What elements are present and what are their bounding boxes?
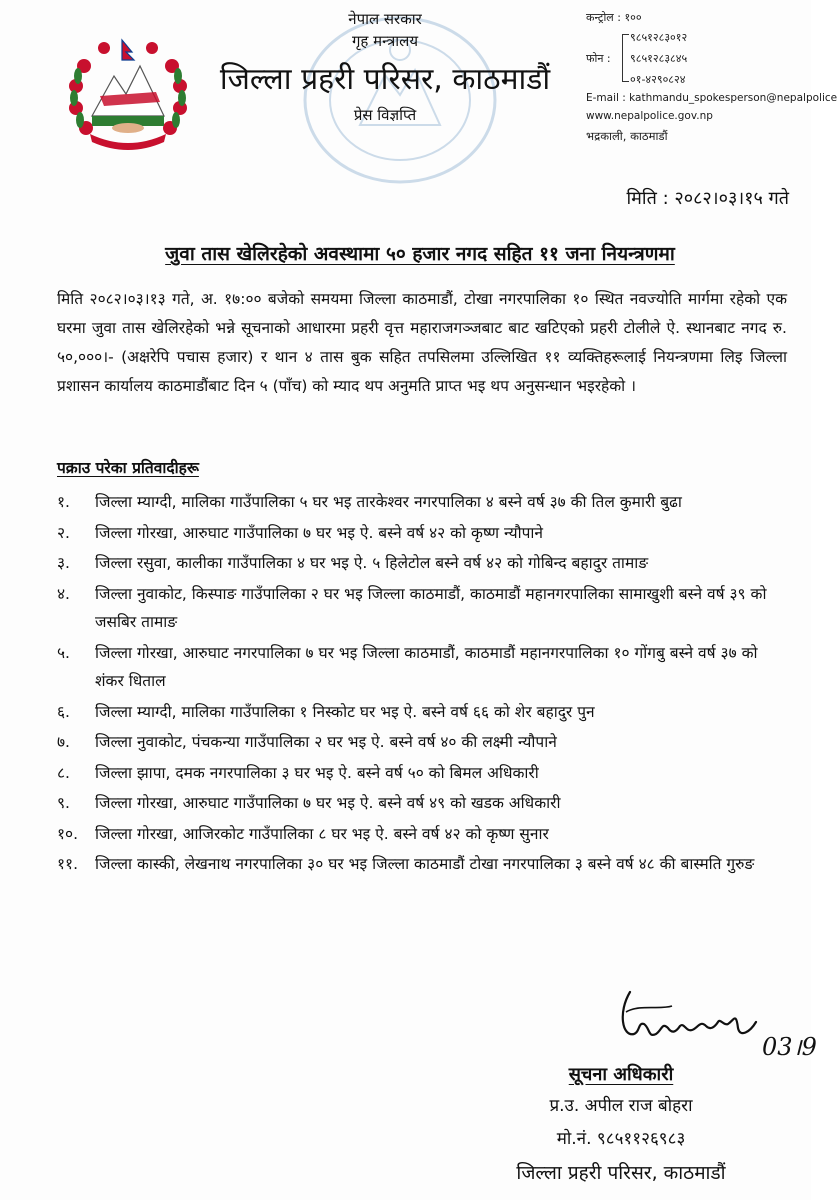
- officer-mobile: मो.नं. ९८५११२६९८३: [556, 1129, 686, 1149]
- list-item-text: जिल्ला झापा, दमक नगरपालिका ३ घर भइ ऐ. बस्ने वर्ष ५० को बिमल अधिकारी: [95, 763, 539, 782]
- list-item: [57, 850, 787, 879]
- list-item-text: जिल्ला गोरखा, आरुघाट गाउँपालिका ७ घर भइ ऐ. बस्ने वर्ष ४२ को कृष्ण न्यौपाने: [95, 523, 544, 542]
- accused-list: [57, 488, 787, 881]
- government-name: नेपाल सरकार: [348, 10, 422, 28]
- letterhead: [200, 8, 570, 126]
- list-item-text: जिल्ला नुवाकोट, पंचकन्या गाउँपालिका २ घर भइ ऐ. बस्ने वर्ष ४० की लक्ष्मी न्यौपाने: [95, 733, 557, 751]
- list-item-number: ५.: [57, 643, 70, 662]
- list-item-number: ६.: [57, 702, 70, 721]
- list-item-number: २.: [57, 523, 70, 542]
- list-item-text: जिल्ला गोरखा, आरुघाट गाउँपालिका ७ घर भइ ऐ. बस्ने वर्ष ४९ को खडक अधिकारी: [95, 794, 561, 812]
- list-item: [57, 759, 787, 788]
- list-item-number: ७.: [57, 733, 70, 751]
- nepal-police-emblem-icon: [64, 36, 192, 154]
- list-item-number: ११.: [57, 855, 79, 873]
- handwritten-signature-icon: [600, 982, 780, 1052]
- website-address: www.nepalpolice.gov.np: [586, 110, 713, 122]
- office-address: भद्रकाली, काठमाडौं: [586, 129, 668, 143]
- phone-brace: [622, 34, 629, 82]
- ministry-name: गृह मन्त्रालय: [351, 32, 419, 50]
- officer-name: प्र.उ. अपील राज बोहरा: [549, 1096, 693, 1116]
- accused-heading: पक्राउ परेका प्रतिवादीहरू: [57, 459, 199, 477]
- list-item-number: ९.: [57, 794, 70, 812]
- body-paragraph: मिति २०८२।०३।१३ गते, अ. १७:०० बजेको समयमा जिल्ला काठमाडौं, टोखा नगरपालिका १० स्थित नवज्योति मार्गमा रहेको एक घरमा जुवा तास खेलिरहेको भन्ने सूचनाको आधारमा प्रहरी वृत्त महाराजगञ्जबाट बाट खटिएको प्रहरी टोलीले ऐ. स्थानबाट नगद रु. ५०,०००।- (अक्षरेपि पचास हजार) र थान ४ तास बुक सहित तपसिलमा उल्लिखित ११ व्यक्तिहरूलाई नियन्त्रणमा लिइ जिल्ला प्रशासन कार्यालय काठमाडौंबाट दिन ५ (पाँच) को म्याद थप अनुमति प्राप्त भइ थप अनुसन्धान भइरहेको ।: [57, 290, 787, 395]
- phone-number-1: ९८५१२८३०१२: [630, 31, 688, 44]
- email-address: E-mail : kathmandu_spokesperson@nepalpolice: [586, 92, 837, 104]
- phone-number-3: ०१-४२९०८२४: [630, 73, 686, 86]
- list-item-text: जिल्ला म्याग्दी, मालिका गाउँपालिका १ निस्कोट घर भइ ऐ. बस्ने वर्ष ६६ को शेर बहादुर पुन: [95, 702, 595, 721]
- officer-office: जिल्ला प्रहरी परिसर, काठमाडौं: [516, 1162, 726, 1184]
- list-item-number: ३.: [57, 554, 70, 572]
- control-room-number: कन्ट्रोल : १००: [586, 11, 642, 24]
- headline: [40, 240, 800, 266]
- officer-title: सूचना अधिकारी: [568, 1064, 674, 1085]
- office-name: जिल्ला प्रहरी परिसर, काठमाडौं: [219, 62, 551, 97]
- list-item-number: १०.: [57, 824, 79, 843]
- release-type: प्रेस विज्ञप्ति: [353, 106, 417, 124]
- list-item-number: १.: [57, 493, 70, 511]
- signature-date: 03।9: [762, 1033, 817, 1061]
- list-item: [57, 549, 787, 578]
- list-item: [57, 580, 787, 637]
- list-item: [57, 488, 787, 517]
- list-item-text: जिल्ला कास्की, लेखनाथ नगरपालिका ३० घर भइ जिल्ला काठमाडौं टोखा नगरपालिका ३ बस्ने वर्ष ४८ की बास्मति गुरुङ: [95, 855, 755, 873]
- phone-label: फोन :: [586, 52, 611, 65]
- list-item: [57, 519, 787, 548]
- list-item: [57, 639, 787, 696]
- list-item-text: जिल्ला नुवाकोट, किस्पाङ गाउँपालिका २ घर भइ जिल्ला काठमाडौं, काठमाडौं महानगरपालिका सामाखुशी बस्ने वर्ष ३९ को जसबिर तामाङ: [95, 584, 767, 631]
- headline-text: जुवा तास खेलिरहेको अवस्थामा ५० हजार नगद सहित ११ जना नियन्त्रणमा: [165, 243, 675, 265]
- list-item: [57, 789, 787, 818]
- phone-number-2: ९८५१२८३८४५: [630, 52, 688, 65]
- list-item-text: जिल्ला रसुवा, कालीका गाउँपालिका ४ घर भइ ऐ. ५ हिलेटोल बस्ने वर्ष ४२ को गोबिन्द बहादुर तामाङ: [95, 554, 649, 572]
- list-item: [57, 820, 787, 849]
- list-item-number: ४.: [57, 584, 70, 603]
- list-item: [57, 728, 787, 757]
- signatory-block: [491, 1060, 751, 1190]
- release-date: मिति : २०८२।०३।१५ गते: [626, 188, 789, 209]
- list-item-text: जिल्ला गोरखा, आजिरकोट गाउँपालिका ८ घर भइ ऐ. बस्ने वर्ष ४२ को कृष्ण सुनार: [95, 824, 549, 843]
- list-item-text: जिल्ला म्याग्दी, मालिका गाउँपालिका ५ घर भइ तारकेश्वर नगरपालिका ४ बस्ने वर्ष ३७ की तिल कुमारी बुढा: [95, 493, 682, 511]
- list-item: [57, 698, 787, 727]
- list-item-number: ८.: [57, 763, 70, 782]
- list-item-text: जिल्ला गोरखा, आरुघाट नगरपालिका ७ घर भइ जिल्ला काठमाडौं, काठमाडौं महानगरपालिका १० गोंगबु बस्ने वर्ष ३७ को शंकर धिताल: [95, 643, 758, 690]
